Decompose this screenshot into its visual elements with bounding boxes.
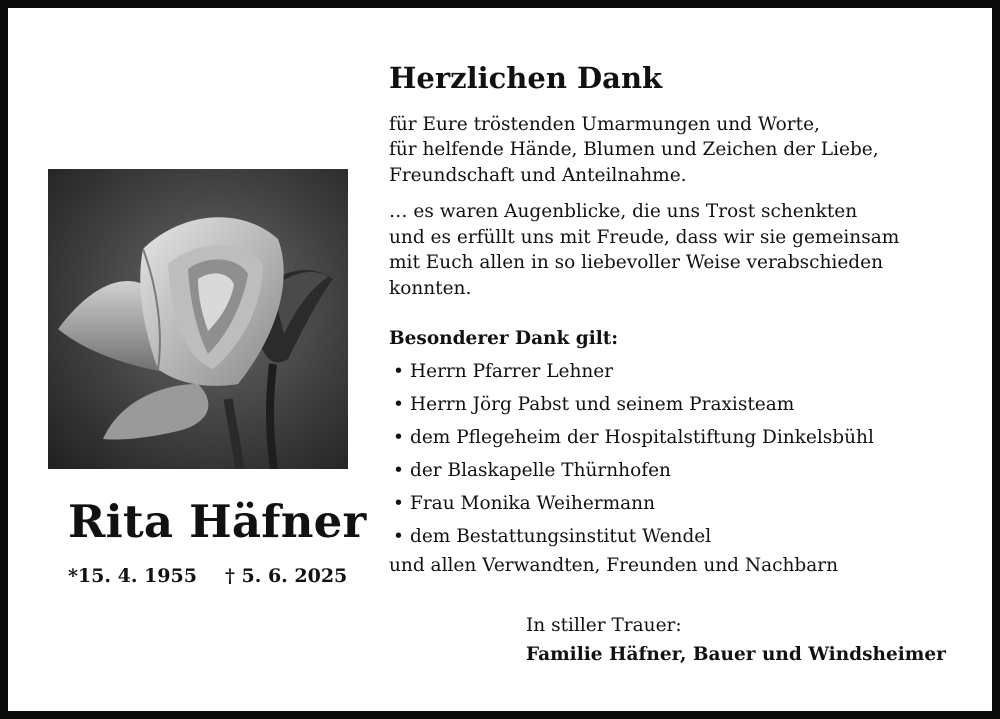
list-item-text: Herrn Jörg Pabst und seinem Praxisteam	[410, 394, 795, 416]
text-line: Freundschaft und Anteilnahme.	[389, 164, 687, 186]
thanks-paragraph-1	[389, 112, 979, 189]
life-dates	[68, 565, 347, 587]
bullet-icon: •	[393, 493, 404, 515]
text-line: für helfende Hände, Blumen und Zeichen der Liebe,	[389, 139, 879, 161]
signature-intro: In stiller Trauer:	[526, 615, 682, 636]
list-item	[389, 421, 979, 454]
bullet-icon: •	[393, 394, 404, 416]
special-thanks-heading: Besonderer Dank gilt:	[389, 328, 619, 350]
death-date: † 5. 6. 2025	[224, 565, 348, 587]
deceased-name: Rita Häfner	[68, 495, 367, 548]
text-line: mit Euch allen in so liebevoller Weise verabschieden	[389, 252, 883, 274]
thanks-paragraph-2	[389, 199, 979, 301]
list-item	[389, 487, 979, 520]
list-item-text: der Blaskapelle Thürnhofen	[410, 460, 671, 482]
text-line: konnten.	[389, 277, 472, 299]
rose-photo	[48, 169, 348, 469]
bullet-icon: •	[393, 460, 404, 482]
text-line: für Eure tröstenden Umarmungen und Worte,	[389, 113, 820, 135]
list-item-text: dem Pflegeheim der Hospitalstiftung Dinkelsbühl	[410, 427, 874, 449]
bullet-icon: •	[393, 427, 404, 449]
thanks-section	[389, 60, 979, 581]
thanks-heading: Herzlichen Dank	[389, 61, 663, 95]
list-item	[389, 355, 979, 388]
special-thanks-list	[389, 355, 979, 553]
birth-date: *15. 4. 1955	[68, 565, 197, 587]
bullet-icon: •	[393, 361, 404, 383]
signature-family: Familie Häfner, Bauer und Windsheimer	[526, 644, 946, 665]
rose-image	[48, 169, 348, 469]
list-item	[389, 454, 979, 487]
signature-block	[526, 611, 946, 669]
list-item-text: Frau Monika Weihermann	[410, 493, 656, 515]
list-item-text: dem Bestattungsinstitut Wendel	[410, 526, 712, 548]
text-line: und es erfüllt uns mit Freude, dass wir sie gemeinsam	[389, 226, 900, 248]
list-item	[389, 388, 979, 421]
bullet-icon: •	[393, 526, 404, 548]
text-line: … es waren Augenblicke, die uns Trost schenkten	[389, 201, 858, 223]
closing-line: und allen Verwandten, Freunden und Nachbarn	[389, 555, 839, 577]
list-item-text: Herrn Pfarrer Lehner	[410, 361, 614, 383]
list-item	[389, 520, 979, 553]
